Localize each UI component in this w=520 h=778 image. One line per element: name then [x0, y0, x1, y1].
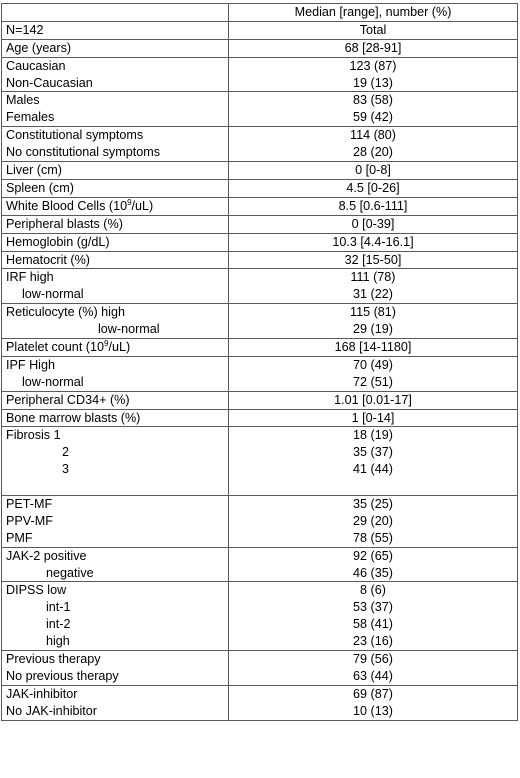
row-label: [6, 548, 224, 565]
row-label-cell: [2, 650, 229, 685]
row-value: 79 (56): [353, 651, 393, 666]
table-row: [2, 162, 518, 180]
row-label-text: Non-Caucasian: [6, 75, 93, 90]
row-value-cell: [229, 269, 518, 304]
row-value: 28 (20): [353, 145, 393, 160]
row-value: 63 (44): [353, 668, 393, 683]
row-label-text: int-1: [46, 600, 71, 615]
table-row: [2, 547, 518, 582]
row-label: [6, 109, 224, 126]
row-label: [6, 180, 224, 197]
row-label-text: JAK-inhibitor: [6, 686, 78, 701]
row-value-cell: [229, 251, 518, 269]
row-value-cell: [229, 39, 518, 57]
row-value: 29 (19): [353, 322, 393, 337]
row-label: [6, 321, 224, 338]
row-value-cell: [229, 162, 518, 180]
row-value: 29 (20): [353, 513, 393, 528]
row-label-text: PET-MF: [6, 496, 53, 511]
row-label-text: 3: [62, 462, 70, 477]
row-label-text: Females: [6, 110, 55, 125]
row-label-cell: [2, 547, 229, 582]
row-label-text: 2: [62, 445, 70, 460]
row-value: 53 (37): [353, 600, 393, 615]
table-row: [2, 179, 518, 197]
row-label-text: JAK-2 positive: [6, 548, 87, 563]
row-label-text: IPF High: [6, 357, 55, 372]
row-value: 70 (49): [353, 357, 393, 372]
row-value: 10.3 [4.4-16.1]: [332, 234, 414, 249]
row-label: [6, 357, 224, 374]
row-label-text: No constitutional symptoms: [6, 145, 160, 160]
row-label-text: Reticulocyte (%) high: [6, 305, 125, 320]
row-value-cell: [229, 495, 518, 547]
row-label: [6, 686, 224, 703]
row-label: [6, 565, 224, 582]
row-label-cell: [2, 215, 229, 233]
row-label: [6, 269, 224, 286]
row-label-text: high: [46, 634, 70, 649]
row-label: [6, 444, 224, 461]
row-value: 59 (42): [353, 110, 393, 125]
table-row: [2, 304, 518, 339]
row-label-text: Caucasian: [6, 58, 66, 73]
row-label-text: DIPSS low: [6, 583, 67, 598]
row-value-cell: [229, 582, 518, 651]
row-label: [6, 530, 224, 547]
row-label-superscript: 9: [127, 197, 132, 207]
row-value: 78 (55): [353, 530, 393, 545]
row-value-cell: [229, 233, 518, 251]
row-label-cell: [2, 92, 229, 127]
row-label: [6, 144, 224, 161]
row-label: [6, 58, 224, 75]
row-label-text: Constitutional symptoms: [6, 128, 144, 143]
row-value: 8 (6): [360, 583, 386, 598]
header-cell-n: N=142: [2, 21, 229, 39]
table-row: [2, 409, 518, 427]
header-cell-total: Total: [229, 21, 518, 39]
table-row: [2, 215, 518, 233]
table-row: [2, 685, 518, 720]
row-value: 46 (35): [353, 565, 393, 580]
row-value: 35 (37): [353, 445, 393, 460]
row-value: 68 [28-91]: [344, 40, 402, 55]
row-value: [233, 478, 513, 495]
row-label: [6, 668, 224, 685]
row-label: [6, 599, 224, 616]
row-value: 92 (65): [353, 548, 393, 563]
row-label: [6, 339, 224, 356]
row-label-cell: [2, 582, 229, 651]
row-label: [6, 651, 224, 668]
table-row: [2, 233, 518, 251]
row-label: [6, 410, 224, 427]
row-value-cell: [229, 92, 518, 127]
row-label-text: PPV-MF: [6, 513, 53, 528]
row-value: 58 (41): [353, 617, 393, 632]
row-value-cell: [229, 547, 518, 582]
row-label-cell: [2, 39, 229, 57]
row-label-cell: [2, 685, 229, 720]
row-label-text: PMF: [6, 530, 33, 545]
row-label-text: Hematocrit (%): [6, 252, 90, 267]
row-label: [6, 234, 224, 251]
row-value: 23 (16): [353, 634, 393, 649]
row-value: 35 (25): [353, 496, 393, 511]
row-value: 4.5 [0-26]: [346, 180, 400, 195]
row-label-text: Peripheral CD34+ (%): [6, 392, 130, 407]
row-value-cell: [229, 356, 518, 391]
row-label-text: Fibrosis 1: [6, 428, 61, 443]
row-label: [6, 40, 224, 57]
row-value: 10 (13): [353, 703, 393, 718]
row-value: 8.5 [0.6-111]: [338, 198, 408, 213]
row-label-text: Hemoglobin (g/dL): [6, 234, 110, 249]
row-label: [6, 75, 224, 92]
row-label-cell: [2, 495, 229, 547]
row-label: [6, 374, 224, 391]
table-body: [2, 4, 518, 721]
table-row: [2, 427, 518, 496]
row-value-cell: [229, 427, 518, 496]
row-label-cell: [2, 162, 229, 180]
row-label-text: Previous therapy: [6, 651, 101, 666]
row-value: 18 (19): [353, 428, 393, 443]
row-value: 19 (13): [353, 75, 393, 90]
row-label-cell: [2, 338, 229, 356]
row-value-cell: [229, 409, 518, 427]
row-value: 168 [14-1180]: [334, 339, 412, 354]
row-label-text: No JAK-inhibitor: [6, 703, 97, 718]
table-row: [2, 356, 518, 391]
row-label: [6, 304, 224, 321]
row-value: 111 (78): [350, 270, 396, 285]
row-label-text: White Blood Cells (10: [6, 198, 128, 213]
row-label: [6, 286, 224, 303]
row-label: [6, 616, 224, 633]
row-label: [6, 162, 224, 179]
row-label: [6, 252, 224, 269]
row-label-cell: [2, 356, 229, 391]
row-label: [6, 392, 224, 409]
row-value: 123 (87): [349, 58, 397, 73]
header-cell-empty: [2, 4, 229, 22]
row-label: [6, 198, 224, 215]
row-value: 1.01 [0.01-17]: [334, 392, 412, 407]
table-row: [2, 650, 518, 685]
row-label: [6, 582, 224, 599]
row-label-superscript: 9: [104, 338, 109, 348]
row-label-text: int-2: [46, 617, 71, 632]
row-label: [6, 703, 224, 720]
row-value: 41 (44): [353, 462, 393, 477]
row-label: [6, 92, 224, 109]
row-label-text: No previous therapy: [6, 668, 119, 683]
table-row: [2, 338, 518, 356]
row-value: 115 (81): [350, 305, 396, 320]
row-label-cell: [2, 57, 229, 92]
row-label-cell: [2, 233, 229, 251]
row-value-cell: [229, 650, 518, 685]
table-row: [2, 269, 518, 304]
row-value-cell: [229, 179, 518, 197]
table-row: [2, 391, 518, 409]
row-label: [6, 513, 224, 530]
row-label: [6, 633, 224, 650]
row-label-suffix: /uL): [131, 198, 154, 213]
row-label-text: Age (years): [6, 40, 72, 55]
row-label-cell: [2, 127, 229, 162]
row-value: 31 (22): [353, 287, 393, 302]
patient-characteristics-table: [1, 3, 518, 721]
row-label-text: IRF high: [6, 270, 54, 285]
row-label: [6, 216, 224, 233]
row-label-suffix: /uL): [108, 339, 131, 354]
row-label-cell: [2, 251, 229, 269]
row-label-cell: [2, 269, 229, 304]
row-label-text: Spleen (cm): [6, 180, 74, 195]
row-value-cell: [229, 215, 518, 233]
row-label: [6, 478, 224, 495]
row-label-text: Bone marrow blasts (%): [6, 410, 141, 425]
table-row: [2, 92, 518, 127]
row-label-cell: [2, 179, 229, 197]
table-row: [2, 251, 518, 269]
row-label-text: low-normal: [22, 287, 84, 302]
row-label: [6, 461, 224, 478]
row-value-cell: [229, 338, 518, 356]
table-row: [2, 495, 518, 547]
row-value: 83 (58): [353, 93, 393, 108]
row-label-text: Males: [6, 93, 40, 108]
header-cell-measure: Median [range], number (%): [229, 4, 518, 22]
row-value-cell: [229, 304, 518, 339]
row-value: 72 (51): [353, 374, 393, 389]
row-value: 114 (80): [350, 128, 396, 143]
row-label-text: low-normal: [22, 374, 84, 389]
row-label-text: Peripheral blasts (%): [6, 216, 123, 231]
table-row: [2, 582, 518, 651]
row-value: 0 [0-39]: [351, 216, 395, 231]
row-label-text: low-normal: [98, 322, 160, 337]
row-label-cell: [2, 409, 229, 427]
header-row: [2, 4, 518, 22]
table-row: [2, 197, 518, 215]
header-row-total: [2, 21, 518, 39]
row-label: [6, 496, 224, 513]
row-value-cell: [229, 685, 518, 720]
row-value: 1 [0-14]: [351, 410, 395, 425]
row-label: [6, 127, 224, 144]
row-value-cell: [229, 127, 518, 162]
table-row: [2, 57, 518, 92]
row-label-text: Platelet count (10: [6, 339, 105, 354]
row-label-cell: [2, 304, 229, 339]
row-value-cell: [229, 197, 518, 215]
table-row: [2, 39, 518, 57]
row-value: 32 [15-50]: [344, 252, 402, 267]
row-value-cell: [229, 57, 518, 92]
row-label-text: negative: [46, 565, 94, 580]
row-value: 0 [0-8]: [355, 163, 391, 178]
table-row: [2, 127, 518, 162]
row-value: 69 (87): [353, 686, 393, 701]
row-value-cell: [229, 391, 518, 409]
row-label-cell: [2, 427, 229, 496]
row-label: [6, 427, 224, 444]
row-label-text: Liver (cm): [6, 163, 62, 178]
row-label-cell: [2, 391, 229, 409]
row-label-cell: [2, 197, 229, 215]
